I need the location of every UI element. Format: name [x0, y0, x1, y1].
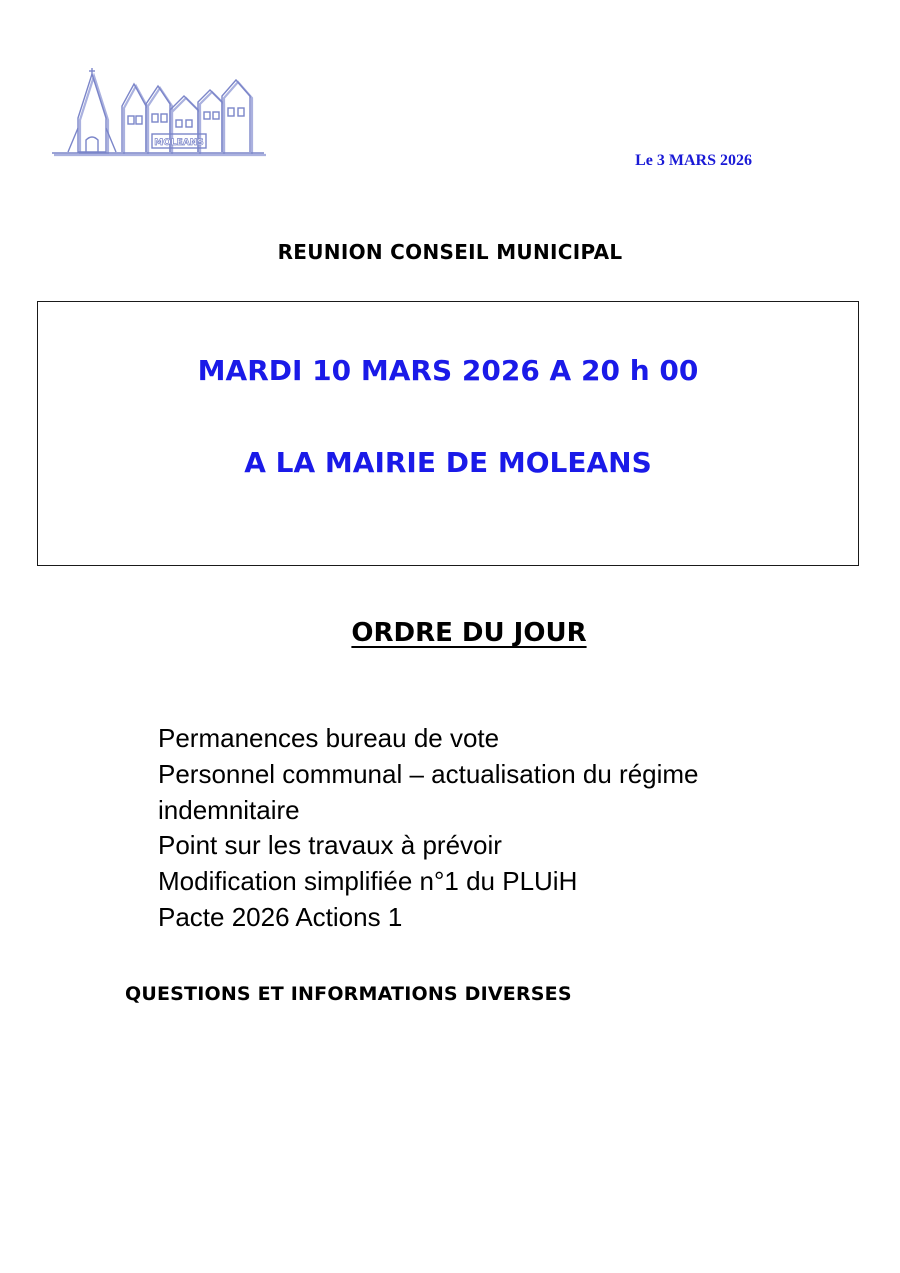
meeting-date-time: MARDI 10 MARS 2026 A 20 h 00: [197, 354, 699, 387]
document-date: Le 3 MARS 2026: [635, 152, 752, 169]
agenda-item: Pacte 2026 Actions 1: [158, 901, 403, 932]
logo-text: MOLEANS: [154, 138, 204, 148]
agenda-item: Permanences bureau de vote: [158, 723, 500, 753]
agenda-item: Personnel communal – actualisation du régime: [158, 758, 699, 789]
questions-section: QUESTIONS ET INFORMATIONS DIVERSES: [125, 983, 572, 1005]
agenda-item: Modification simplifiée n°1 du PLUiH: [158, 866, 578, 897]
moleans-logo: [48, 66, 268, 160]
meeting-details-box: [37, 301, 859, 566]
agenda-item: indemnitaire: [158, 794, 300, 825]
meeting-location: A LA MAIRIE DE MOLEANS: [244, 446, 652, 479]
agenda-list: [158, 721, 699, 936]
agenda-title: ORDRE DU JOUR: [351, 618, 587, 648]
agenda-item: Point sur les travaux à prévoir: [158, 830, 502, 861]
meeting-heading: REUNION CONSEIL MUNICIPAL: [277, 240, 623, 264]
